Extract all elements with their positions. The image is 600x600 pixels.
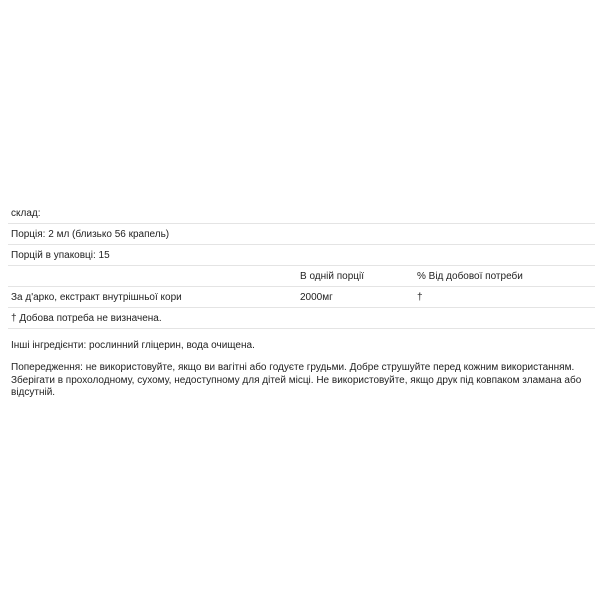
facts-heading-row [8,203,595,224]
amount-column-header: В одній порції [300,271,364,282]
ingredient-daily-value: † [417,292,423,303]
daily-value-footnote: † Добова потреба не визначена. [11,313,162,324]
serving-size-row [8,224,595,245]
servings-per-container: Порцій в упаковці: 15 [11,250,110,261]
ingredient-name: За д'арко, екстракт внутрішньої кори [11,292,182,303]
serving-size: Порція: 2 мл (близько 56 крапель) [11,229,170,240]
column-header-row [8,266,595,287]
other-ingredients: Інші інгредієнти: рослинний гліцерин, вода очищена. [11,340,255,351]
ingredient-row [8,287,595,308]
daily-value-column-header: % Від добової потреби [417,271,523,282]
facts-heading: склад: [11,208,41,219]
ingredient-amount: 2000мг [300,292,333,303]
servings-per-container-row [8,245,595,266]
footnote-row [8,308,595,329]
warnings-text: Попередження: не використовуйте, якщо ви вагітні або годуєте грудьми. Добре струшуйте перед кожним використанням. Зберігати в прохолодному, сухому, недоступному для дітей місці. Не використовуйте, якщо друк під ковпаком зламана або відсутній. [11,362,582,398]
supplement-facts-table [8,203,595,329]
